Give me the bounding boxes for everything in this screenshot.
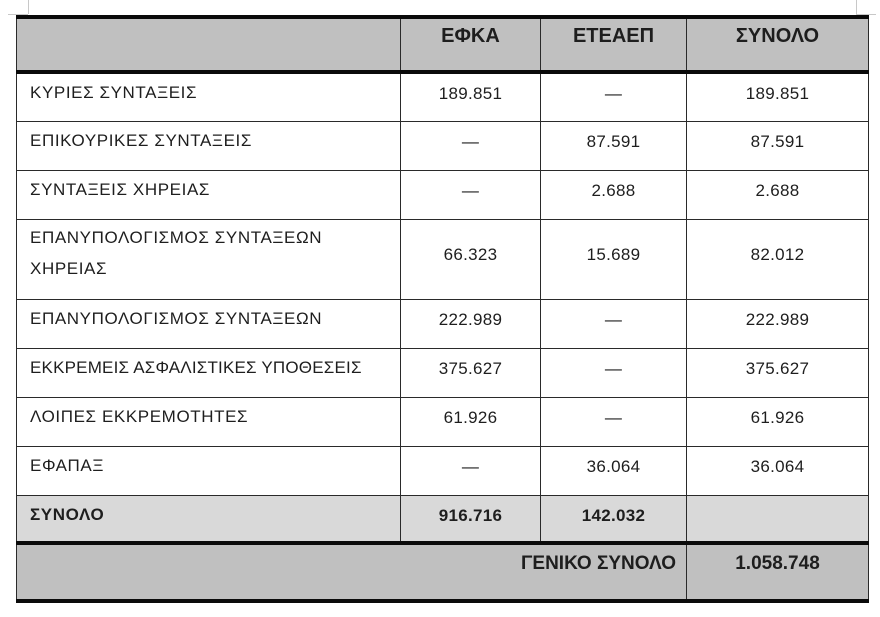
cell-efka: 61.926 <box>401 397 541 446</box>
page-corner-mark <box>28 0 29 14</box>
total-row <box>17 495 869 543</box>
table-row <box>17 397 869 446</box>
cell-total: 61.926 <box>687 397 869 446</box>
cell-eteaep: — <box>541 299 687 348</box>
table-row <box>17 72 869 121</box>
cell-total: 222.989 <box>687 299 869 348</box>
cell-efka: 189.851 <box>401 72 541 121</box>
row-label: ΕΠΙΚΟΥΡΙΚΕΣ ΣΥΝΤΑΞΕΙΣ <box>17 121 401 170</box>
row-label: ΕΠΑΝΥΠΟΛΟΓΙΣΜΟΣ ΣΥΝΤΑΞΕΩΝ <box>17 299 401 348</box>
cell-eteaep: 87.591 <box>541 121 687 170</box>
total-total <box>687 495 869 543</box>
total-label: ΣΥΝΟΛΟ <box>17 495 401 543</box>
table-row <box>17 348 869 397</box>
row-label: ΕΚΚΡΕΜΕΙΣ ΑΣΦΑΛΙΣΤΙΚΕΣ ΥΠΟΘΕΣΕΙΣ <box>17 348 401 397</box>
cell-efka: — <box>401 170 541 219</box>
cell-total: 189.851 <box>687 72 869 121</box>
header-total: ΣΥΝΟΛΟ <box>687 17 869 72</box>
cell-eteaep: 15.689 <box>541 219 687 299</box>
cell-total: 2.688 <box>687 170 869 219</box>
header-row <box>17 17 869 72</box>
cell-efka: 66.323 <box>401 219 541 299</box>
total-efka: 916.716 <box>401 495 541 543</box>
pension-backlog-table <box>16 15 869 603</box>
row-label: ΣΥΝΤΑΞΕΙΣ ΧΗΡΕΙΑΣ <box>17 170 401 219</box>
cell-eteaep: — <box>541 397 687 446</box>
table-row <box>17 219 869 299</box>
row-label: ΚΥΡΙΕΣ ΣΥΝΤΑΞΕΙΣ <box>17 72 401 121</box>
cell-eteaep: 2.688 <box>541 170 687 219</box>
table-row <box>17 170 869 219</box>
cell-eteaep: — <box>541 348 687 397</box>
page-corner-mark <box>856 0 857 14</box>
table-row <box>17 121 869 170</box>
grand-total-row <box>17 543 869 601</box>
cell-efka: 375.627 <box>401 348 541 397</box>
header-efka: ΕΦΚΑ <box>401 17 541 72</box>
header-category <box>17 17 401 72</box>
row-label: ΕΦΑΠΑΞ <box>17 446 401 495</box>
total-eteaep: 142.032 <box>541 495 687 543</box>
table-row <box>17 299 869 348</box>
cell-efka: — <box>401 446 541 495</box>
cell-eteaep: — <box>541 72 687 121</box>
grand-total-label: ΓΕΝΙΚΟ ΣΥΝΟΛΟ <box>17 543 687 601</box>
header-eteaep: ΕΤΕΑΕΠ <box>541 17 687 72</box>
cell-total: 36.064 <box>687 446 869 495</box>
row-label: ΛΟΙΠΕΣ ΕΚΚΡΕΜΟΤΗΤΕΣ <box>17 397 401 446</box>
cell-efka: — <box>401 121 541 170</box>
cell-total: 82.012 <box>687 219 869 299</box>
row-label: ΕΠΑΝΥΠΟΛΟΓΙΣΜΟΣ ΣΥΝΤΑΞΕΩΝ ΧΗΡΕΙΑΣ <box>17 219 401 299</box>
cell-total: 375.627 <box>687 348 869 397</box>
cell-efka: 222.989 <box>401 299 541 348</box>
table-row <box>17 446 869 495</box>
cell-eteaep: 36.064 <box>541 446 687 495</box>
cell-total: 87.591 <box>687 121 869 170</box>
grand-total-value: 1.058.748 <box>687 543 869 601</box>
